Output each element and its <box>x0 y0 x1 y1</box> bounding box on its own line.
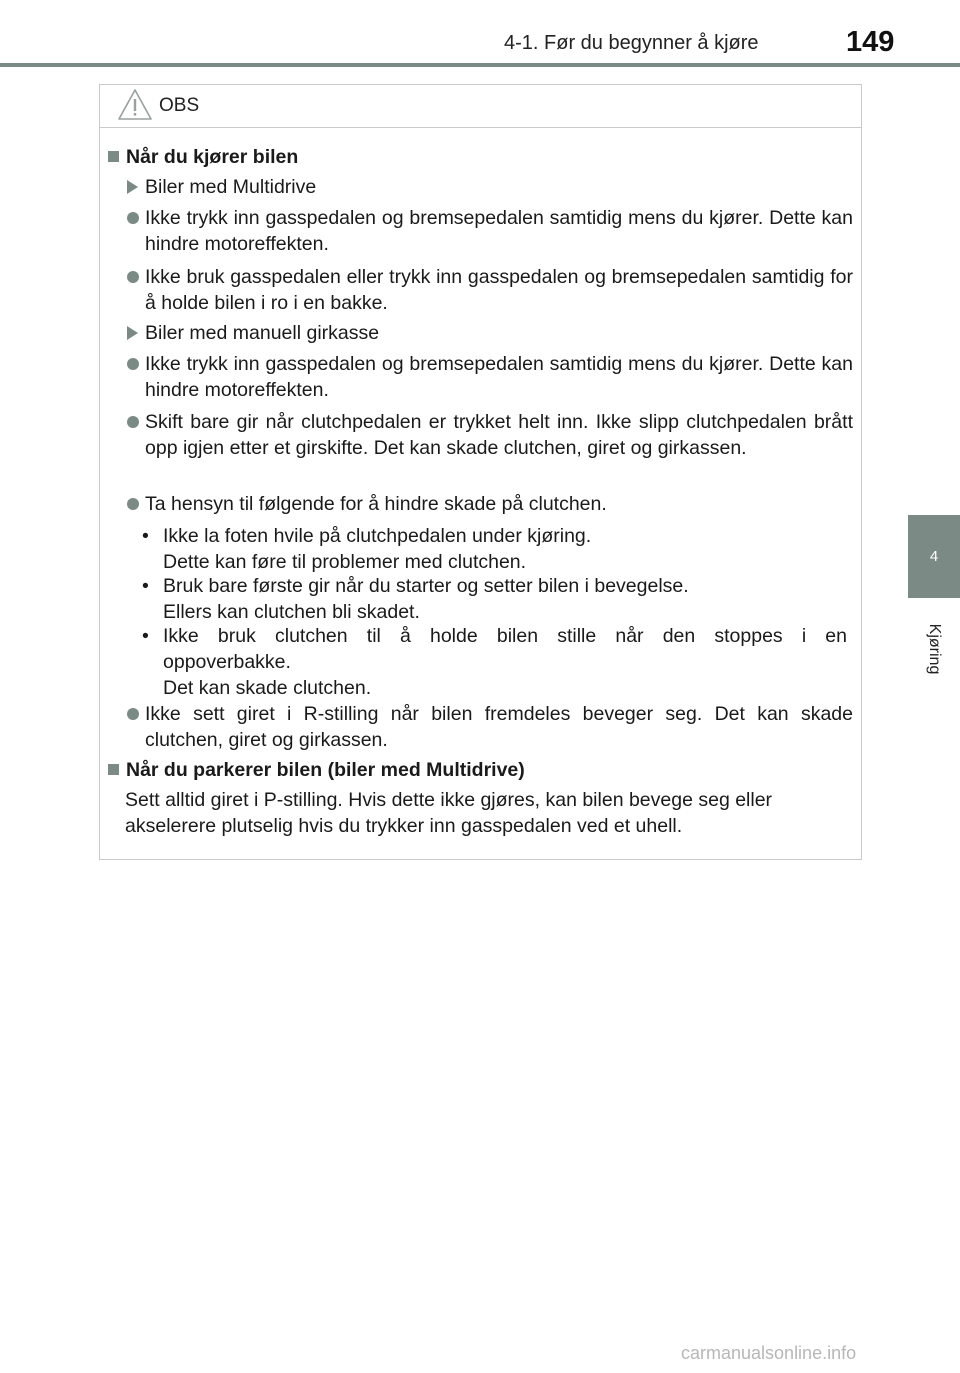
circle-bullet-icon <box>127 212 139 224</box>
section-heading-parking: Når du parkerer bilen (biler med Multidrive) <box>108 757 525 783</box>
list-item: Skift bare gir når clutchpedalen er trykket helt inn. Ikke slipp clutchpedalen brått opp igjen etter et girskifte. Det kan skade clutchen, giret og girkassen. <box>127 409 853 461</box>
circle-bullet-icon <box>127 271 139 283</box>
page-number: 149 <box>846 26 895 58</box>
square-bullet-icon <box>108 764 119 775</box>
subheading-manual: Biler med manuell girkasse <box>127 320 379 346</box>
chapter-number: 4 <box>929 548 939 565</box>
section-heading-driving: Når du kjører bilen <box>108 144 298 170</box>
circle-bullet-icon <box>127 498 139 510</box>
parking-paragraph: Sett alltid giret i P-stilling. Hvis dette ikke gjøres, kan bilen bevege seg eller akselerere plutselig hvis du trykker inn gasspedalen ved et uhell. <box>125 789 773 837</box>
section-title: 4-1. Før du begynner å kjøre <box>504 32 759 54</box>
caution-header <box>100 85 861 128</box>
list-item: Ikke trykk inn gasspedalen og bremsepedalen samtidig mens du kjører. Dette kan hindre motoreffekten. <box>127 351 853 403</box>
circle-bullet-icon <box>127 708 139 720</box>
watermark: carmanualsonline.info <box>681 1343 857 1363</box>
caution-label: OBS <box>159 95 200 116</box>
triangle-marker-icon <box>127 326 138 340</box>
triangle-marker-icon <box>127 180 138 194</box>
chapter-label: Kjøring <box>926 623 943 675</box>
header-rule <box>0 63 960 67</box>
circle-bullet-icon <box>127 416 139 428</box>
list-item: Ta hensyn til følgende for å hindre skade på clutchen. <box>127 491 853 517</box>
circle-bullet-icon <box>127 358 139 370</box>
list-item: Ikke trykk inn gasspedalen og bremsepedalen samtidig mens du kjører. Dette kan hindre motoreffekten. <box>127 205 853 257</box>
warning-triangle-icon <box>117 88 153 121</box>
subheading-multidrive: Biler med Multidrive <box>127 174 316 200</box>
list-item: Ikke bruk gasspedalen eller trykk inn gasspedalen og bremsepedalen samtidig for å holde bilen i ro i en bakke. <box>127 264 853 316</box>
square-bullet-icon <box>108 151 119 162</box>
list-item: Ikke sett giret i R-stilling når bilen fremdeles beveger seg. Det kan skade clutchen, giret og girkassen. <box>127 701 853 753</box>
dash-item: • Bruk bare første gir når du starter og setter bilen i bevegelse. Ellers kan clutchen bli skadet. <box>142 575 689 623</box>
dash-item: • Ikke la foten hvile på clutchpedalen under kjøring. Dette kan føre til problemer med clutchen. <box>142 525 592 573</box>
chapter-tab <box>908 515 960 598</box>
dash-item: • Ikke bruk clutchen til å holde bilen stille når den stoppes i en oppoverbakke. Det kan skade clutchen. <box>142 625 847 699</box>
caution-box <box>99 84 862 860</box>
